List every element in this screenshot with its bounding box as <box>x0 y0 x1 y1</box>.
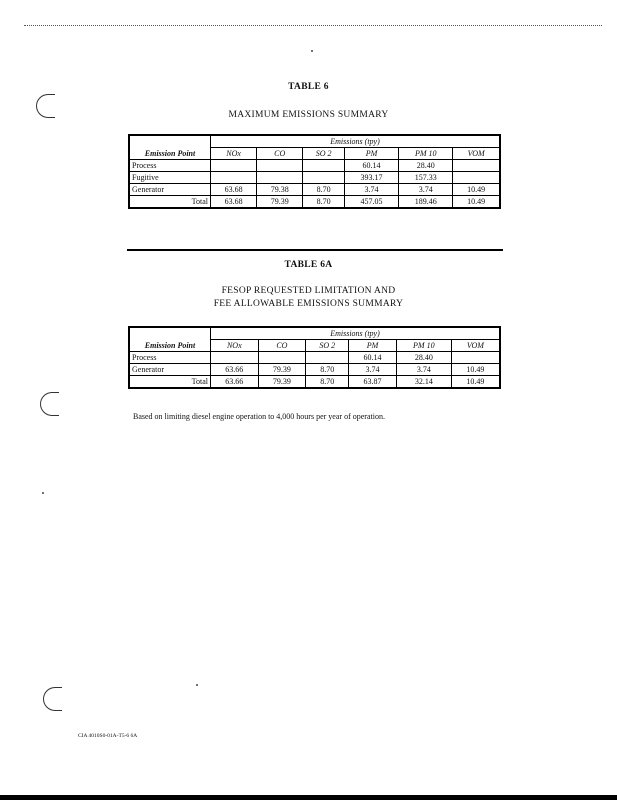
cell: 157.33 <box>399 172 453 184</box>
cell: 60.14 <box>349 352 397 364</box>
cell <box>257 172 303 184</box>
total-cell: 8.70 <box>306 376 349 389</box>
cell: 63.66 <box>211 364 259 376</box>
cell: 393.17 <box>344 172 398 184</box>
total-cell: 189.46 <box>399 196 453 209</box>
cell: 60.14 <box>344 160 398 172</box>
total-cell: 10.49 <box>451 376 500 389</box>
table6a-col-nox: NOx <box>211 340 259 352</box>
table6-group-header: Emissions (tpy) <box>211 135 501 148</box>
cell: 28.40 <box>399 160 453 172</box>
table6a-col-so2: SO 2 <box>306 340 349 352</box>
total-cell: 63.68 <box>211 196 257 209</box>
table6-col-pm: PM <box>344 148 398 160</box>
total-cell: 32.14 <box>396 376 451 389</box>
table6-col-nox: NOx <box>211 148 257 160</box>
total-cell: 10.49 <box>453 196 500 209</box>
table6a-corner <box>129 327 211 340</box>
table6a-title: TABLE 6A <box>284 260 333 270</box>
table6a-grid <box>128 326 501 389</box>
total-cell: 8.70 <box>303 196 345 209</box>
table6-grid <box>128 134 501 209</box>
cell: 8.70 <box>306 364 349 376</box>
row-label: Fugitive <box>129 172 211 184</box>
cell: 10.49 <box>453 184 500 196</box>
total-label: Total <box>129 376 211 389</box>
table6a-col-pm10: PM 10 <box>396 340 451 352</box>
table6a-footnote: Based on limiting diesel engine operation to 4,000 hours per year of operation. <box>133 412 385 421</box>
table6a-group-header: Emissions (tpy) <box>211 327 501 340</box>
total-cell: 63.87 <box>349 376 397 389</box>
cell: 79.38 <box>257 184 303 196</box>
table-row <box>129 184 500 196</box>
table6a-row-header: Emission Point <box>129 340 211 352</box>
cell: 3.74 <box>349 364 397 376</box>
table6-col-co: CO <box>257 148 303 160</box>
cell <box>453 172 500 184</box>
cell <box>303 160 345 172</box>
total-label: Total <box>129 196 211 209</box>
cell <box>453 160 500 172</box>
cell: 63.68 <box>211 184 257 196</box>
row-label: Generator <box>129 184 211 196</box>
cell: 79.39 <box>258 364 306 376</box>
total-row <box>129 196 500 209</box>
scan-speck <box>196 684 198 686</box>
table6a-col-vom: VOM <box>451 340 500 352</box>
cell: 28.40 <box>396 352 451 364</box>
cell <box>211 172 257 184</box>
punch-hole-bottom <box>43 687 62 711</box>
table6-corner <box>129 135 211 148</box>
table6-col-so2: SO 2 <box>303 148 345 160</box>
scan-speck <box>42 492 44 494</box>
section-divider <box>127 249 503 251</box>
row-label: Generator <box>129 364 211 376</box>
row-label: Process <box>129 160 211 172</box>
cell <box>306 352 349 364</box>
cell <box>303 172 345 184</box>
table6-col-pm10: PM 10 <box>399 148 453 160</box>
cell: 3.74 <box>399 184 453 196</box>
total-cell: 457.05 <box>344 196 398 209</box>
table6a-subtitle-2: FEE ALLOWABLE EMISSIONS SUMMARY <box>213 299 404 309</box>
total-cell: 63.66 <box>211 376 259 389</box>
total-cell: 79.39 <box>257 196 303 209</box>
cell <box>211 352 259 364</box>
table-row <box>129 364 500 376</box>
document-footer-code: CIA 4010S0-01A-T5-6 6A <box>78 733 138 739</box>
table6-subtitle: MAXIMUM EMISSIONS SUMMARY <box>228 110 389 120</box>
cell <box>258 352 306 364</box>
table6a-subtitle-1: FESOP REQUESTED LIMITATION AND <box>221 286 396 296</box>
top-scan-line <box>24 25 602 26</box>
cell <box>451 352 500 364</box>
table6a-col-pm: PM <box>349 340 397 352</box>
table6-col-vom: VOM <box>453 148 500 160</box>
cell: 10.49 <box>451 364 500 376</box>
total-cell: 79.39 <box>258 376 306 389</box>
bottom-scan-edge <box>0 795 617 800</box>
table6-row-header: Emission Point <box>129 148 211 160</box>
table-row <box>129 352 500 364</box>
scan-speck <box>311 50 313 52</box>
cell <box>211 160 257 172</box>
table6-title: TABLE 6 <box>288 82 329 92</box>
table-row <box>129 160 500 172</box>
total-row <box>129 376 500 389</box>
cell: 3.74 <box>396 364 451 376</box>
cell: 3.74 <box>344 184 398 196</box>
punch-hole-middle <box>40 392 59 416</box>
table6a-col-co: CO <box>258 340 306 352</box>
cell <box>257 160 303 172</box>
row-label: Process <box>129 352 211 364</box>
table-row <box>129 172 500 184</box>
cell: 8.70 <box>303 184 345 196</box>
